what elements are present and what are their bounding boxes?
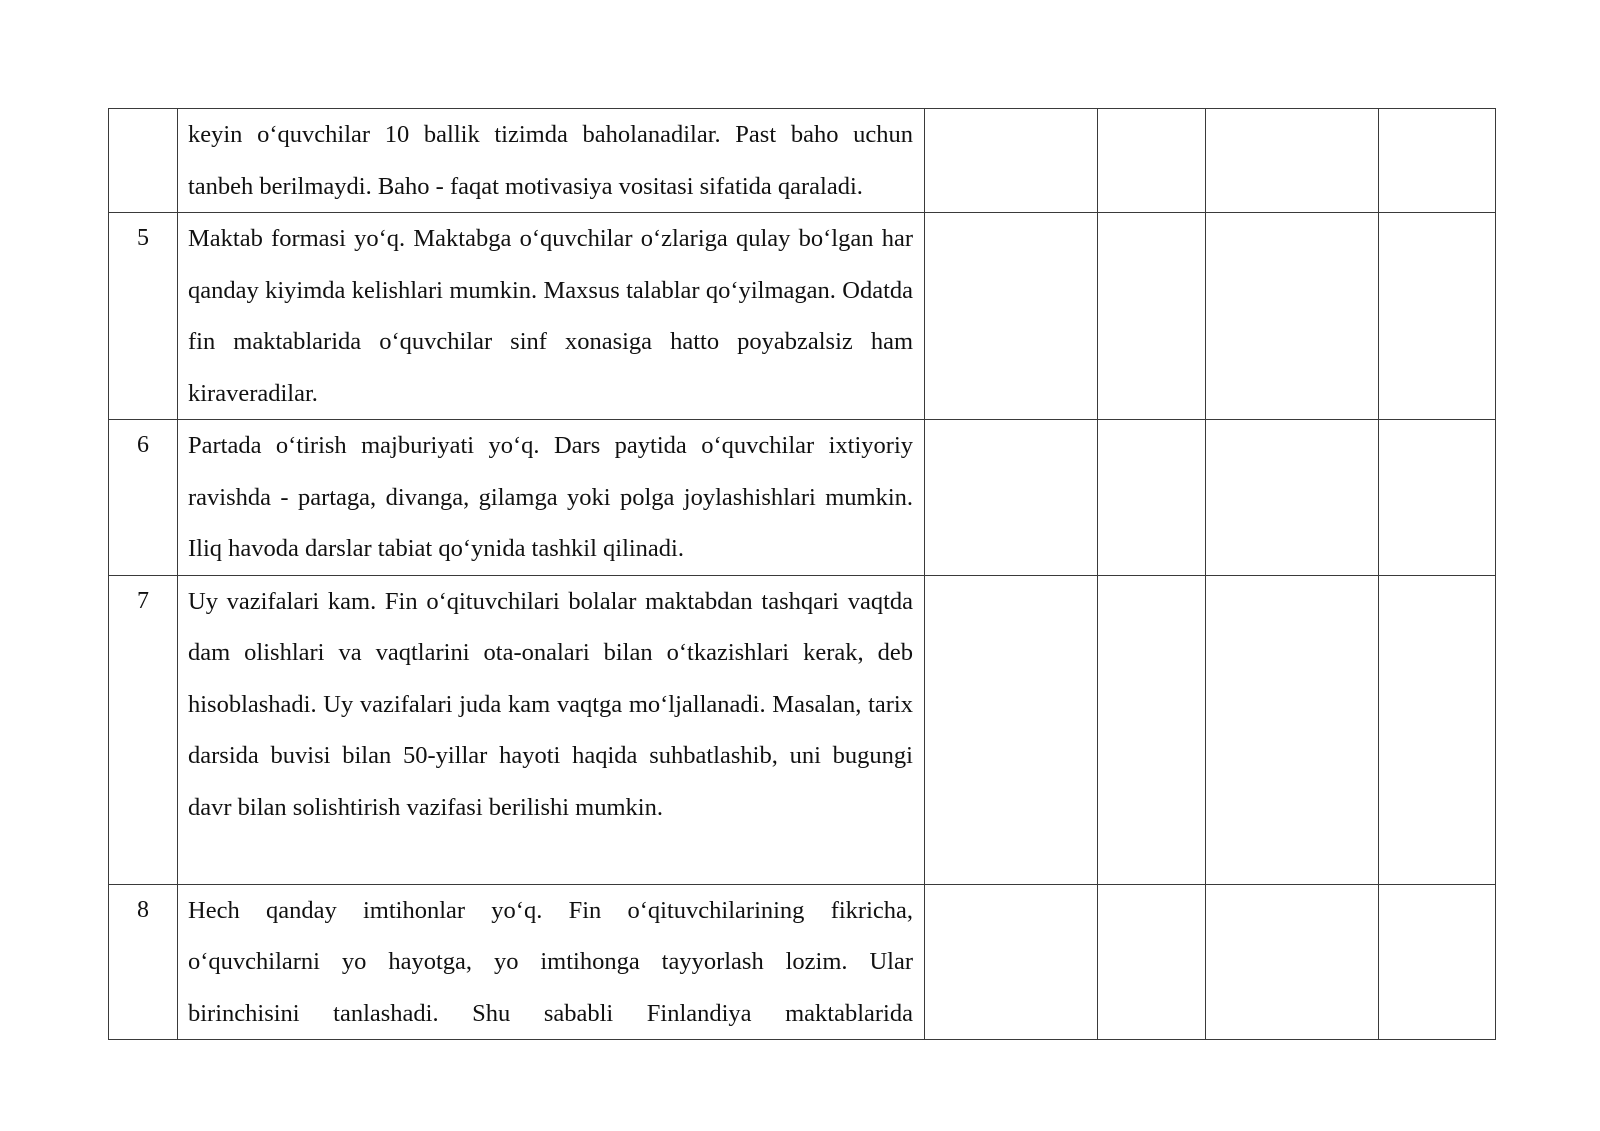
empty-cell	[1098, 109, 1206, 213]
empty-cell	[1206, 575, 1379, 884]
row-text-cell: Partada oʻtirish majburiyati yoʻq. Dars paytida oʻquvchilar ixtiyoriy ravishda - partaga, divanga, gilamga yoki polga joylashishlari mumkin. Iliq havoda darslar tabiat qoʻynida tashkil qilinadi.	[178, 420, 925, 576]
empty-cell	[1098, 213, 1206, 420]
empty-cell	[1098, 575, 1206, 884]
row-text-cell: Maktab formasi yoʻq. Maktabga oʻquvchilar oʻzlariga qulay boʻlgan har qanday kiyimda kelishlari mumkin. Maxsus talablar qoʻyilmagan. Odatda fin maktablarida oʻquvchilar sinf xonasiga hatto poyabzalsiz ham kiraveradilar.	[178, 213, 925, 420]
empty-cell	[1379, 109, 1496, 213]
empty-cell	[1379, 213, 1496, 420]
comparison-table	[108, 108, 1496, 1040]
row-text-cell: Uy vazifalari kam. Fin oʻqituvchilari bolalar maktabdan tashqari vaqtda dam olishlari va vaqtlarini ota-onalari bilan oʻtkazishlari kerak, deb hisoblashadi. Uy vazifalari juda kam vaqtga moʻljallanadi. Masalan, tarix darsida buvisi bilan 50-yillar hayoti haqida suhbatlashib, uni bugungi davr bilan solishtirish vazifasi berilishi mumkin.	[178, 575, 925, 884]
table-row	[109, 213, 1496, 420]
row-number-cell: 8	[109, 884, 178, 1040]
row-number-cell: 5	[109, 213, 178, 420]
empty-cell	[1098, 884, 1206, 1040]
empty-cell	[925, 109, 1098, 213]
row-text-cell: keyin oʻquvchilar 10 ballik tizimda baholanadilar. Past baho uchun tanbeh berilmaydi. Baho - faqat motivasiya vositasi sifatida qaraladi.	[178, 109, 925, 213]
empty-cell	[1206, 109, 1379, 213]
row-text-cell: Hech qanday imtihonlar yoʻq. Fin oʻqituvchilarining fikricha, oʻquvchilarni yo hayotga, yo imtihonga tayyorlash lozim. Ular birinchisini tanlashadi. Shu sababli Finlandiya maktablarida	[178, 884, 925, 1040]
row-number-cell	[109, 109, 178, 213]
empty-cell	[925, 575, 1098, 884]
row-number-cell: 7	[109, 575, 178, 884]
empty-cell	[925, 884, 1098, 1040]
empty-cell	[1206, 420, 1379, 576]
table-row	[109, 420, 1496, 576]
empty-cell	[1379, 420, 1496, 576]
empty-cell	[1379, 884, 1496, 1040]
empty-cell	[1379, 575, 1496, 884]
row-number-cell: 6	[109, 420, 178, 576]
empty-cell	[1206, 884, 1379, 1040]
table-row	[109, 884, 1496, 1040]
empty-cell	[925, 213, 1098, 420]
empty-cell	[1098, 420, 1206, 576]
table-row	[109, 575, 1496, 884]
empty-cell	[925, 420, 1098, 576]
table-row	[109, 109, 1496, 213]
empty-cell	[1206, 213, 1379, 420]
